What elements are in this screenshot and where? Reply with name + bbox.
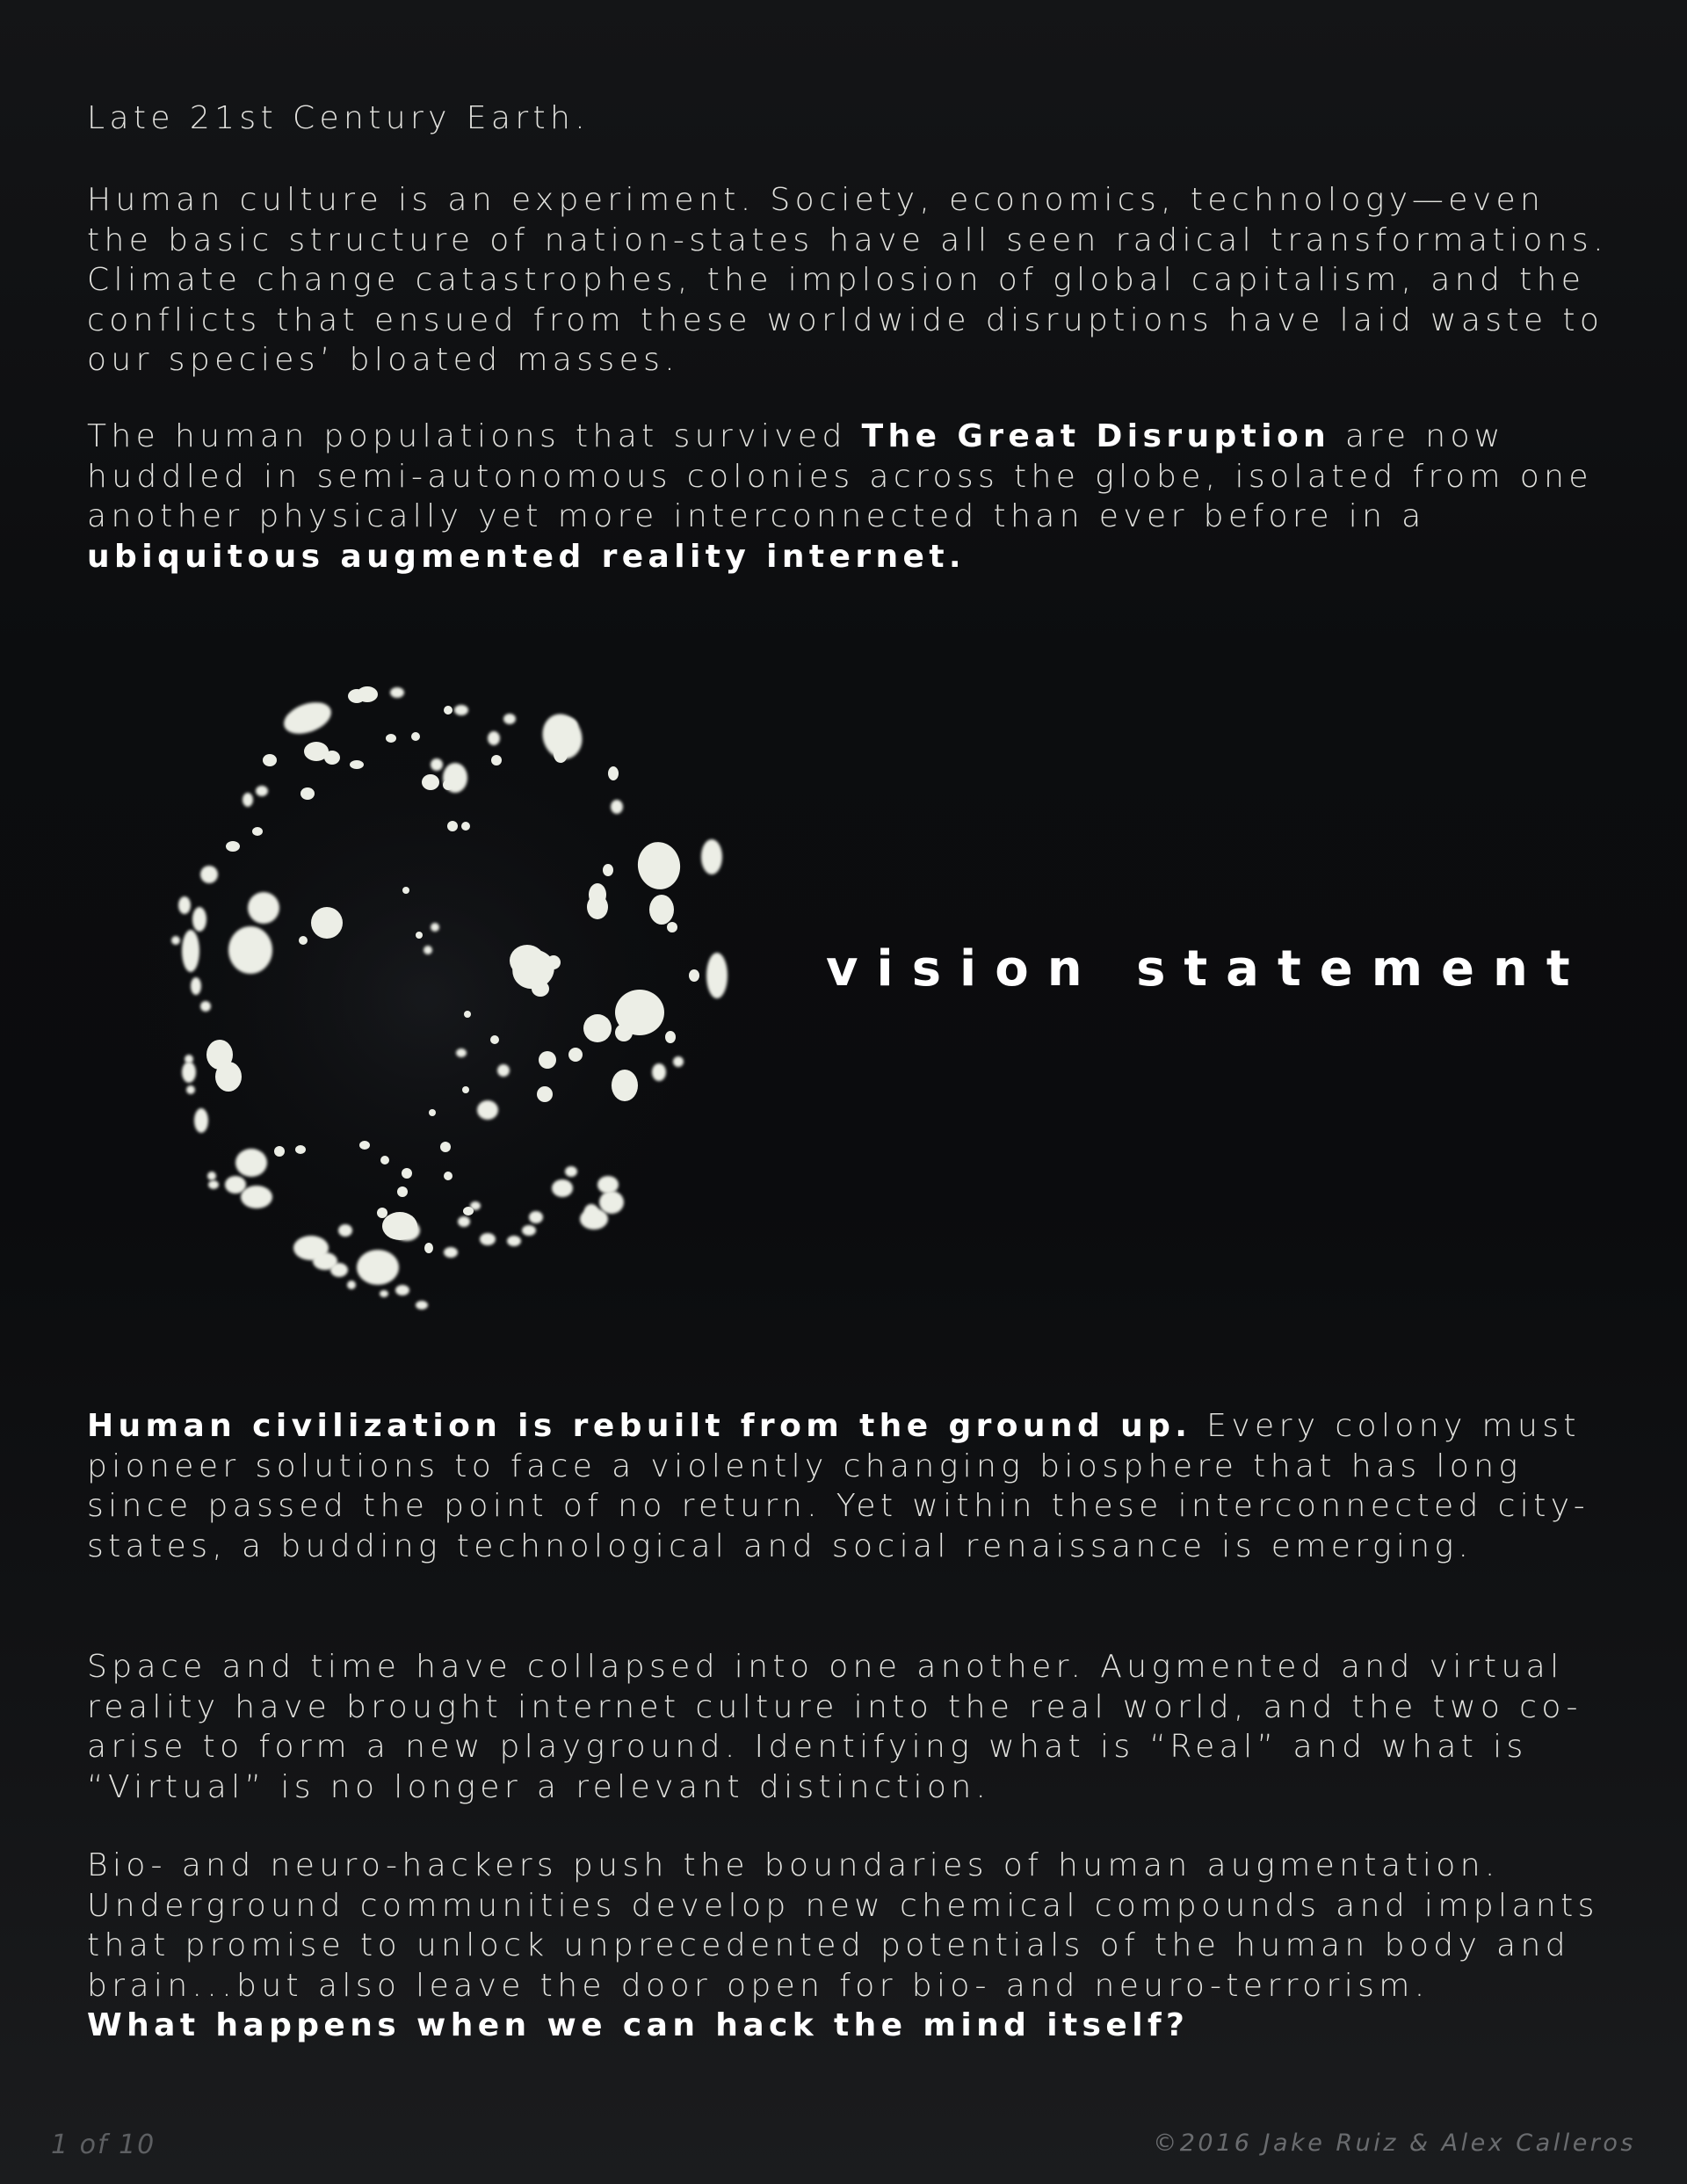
sphere-particle xyxy=(456,1048,467,1057)
sphere-particle xyxy=(226,841,240,852)
sphere-particle xyxy=(208,1180,219,1189)
sphere-particle xyxy=(330,1263,348,1277)
sphere-particle xyxy=(503,714,516,724)
paragraph-text: Every colony must pioneer solutions to face a violently changing biosphere that has long since passed the point of no return. Yet within these interconnected city-states, a budding technological and social renaissance is emerging. xyxy=(87,1408,1590,1564)
sphere-particle xyxy=(440,1142,451,1152)
sphere-particle xyxy=(497,1064,510,1077)
sphere-particle xyxy=(402,887,409,894)
sphere-particle xyxy=(235,1149,267,1177)
sphere-particle xyxy=(424,1243,433,1253)
sphere-particle xyxy=(454,705,468,715)
sphere-particle xyxy=(612,1070,638,1101)
sphere-particle xyxy=(701,839,722,874)
sphere-particle xyxy=(583,1014,612,1042)
sphere-particle xyxy=(411,732,420,741)
sphere-particle xyxy=(444,1247,458,1258)
sphere-particle xyxy=(357,1250,399,1285)
sphere-particle xyxy=(295,1145,306,1154)
sphere-particle xyxy=(615,1024,633,1041)
sphere-particle xyxy=(394,1220,420,1241)
sphere-particle xyxy=(529,1211,543,1223)
sphere-particle xyxy=(522,1225,536,1236)
sphere-particle xyxy=(324,751,340,765)
sphere-particle xyxy=(225,1176,246,1194)
sphere-particle xyxy=(424,946,432,954)
sphere-particle xyxy=(359,1141,370,1150)
great-disruption-term: The Great Disruption xyxy=(861,418,1331,454)
sphere-particle xyxy=(480,1233,496,1245)
sphere-particle xyxy=(338,1224,352,1237)
sphere-particle xyxy=(552,1179,573,1197)
sphere-particle xyxy=(194,1108,208,1133)
closing-question: What happens when we can hack the mind itself? xyxy=(87,2007,1190,2043)
intro-line: Late 21st Century Earth. xyxy=(87,100,590,136)
sphere-particle xyxy=(299,936,308,945)
sphere-particle xyxy=(191,977,201,995)
sphere-particle xyxy=(311,907,343,939)
sphere-particle xyxy=(300,787,315,800)
paragraph-text: Bio- and neuro-hackers push the boundaries of human augmentation. Underground communities develop new chemical compounds and implants that promise to unlock unprecedented potentials of the human body and brain...but also leave the door open for bio- and neuro-terrorism. xyxy=(87,1847,1599,2004)
sphere-particle xyxy=(228,926,272,974)
paragraph-text: The human populations that survived xyxy=(87,418,862,454)
sphere-particle xyxy=(458,1216,470,1227)
sphere-particle xyxy=(706,953,728,998)
sphere-particle xyxy=(464,1011,471,1018)
disruption-paragraph xyxy=(87,417,1616,577)
particle-sphere-illustration xyxy=(97,677,764,1318)
sphere-particle xyxy=(397,1186,408,1197)
sphere-particle xyxy=(443,780,453,790)
sphere-particle xyxy=(689,969,699,982)
sphere-particle xyxy=(461,822,470,831)
sphere-particle xyxy=(380,1290,388,1297)
sphere-particle xyxy=(599,1191,624,1214)
sphere-particle xyxy=(182,1062,196,1083)
sphere-particle xyxy=(652,1063,666,1081)
sphere-particle xyxy=(510,945,545,976)
sphere-particle xyxy=(200,866,218,883)
sphere-particle xyxy=(248,892,279,924)
sphere-particle xyxy=(252,827,263,836)
sphere-particle xyxy=(462,1086,469,1093)
sphere-particle xyxy=(665,1031,676,1043)
sphere-particle xyxy=(347,1281,356,1289)
sphere-particle xyxy=(444,706,453,715)
sphere-particle xyxy=(568,1048,583,1062)
paragraph-text: are now huddled in semi-autonomous colonies across the globe, isolated from one another physically yet more interconnected than ever before in a xyxy=(87,418,1593,534)
sphere-particle xyxy=(207,1172,216,1180)
sphere-particle xyxy=(431,758,443,771)
vision-statement-title: vision statement xyxy=(826,940,1589,998)
sphere-particle xyxy=(447,821,458,831)
sphere-particle xyxy=(395,1285,409,1295)
sphere-particle xyxy=(422,774,439,790)
sphere-particle xyxy=(215,1062,242,1092)
sphere-particle xyxy=(402,1168,412,1179)
sphere-particle xyxy=(416,932,423,939)
sphere-particle xyxy=(241,1186,272,1208)
sphere-particle xyxy=(186,1085,195,1094)
sphere-particle xyxy=(603,864,613,876)
sphere-particle xyxy=(547,955,561,969)
sphere-particle xyxy=(667,922,677,932)
sphere-particle xyxy=(597,1176,619,1194)
space-time-paragraph: Space and time have collapsed into one another. Augmented and virtual reality have brought internet culture into the real world, and the two co-arise to form a new playground. Identifying what is “Real” and what is “Virtual” is no longer a relevant distinction. xyxy=(87,1649,1582,1805)
sphere-particle xyxy=(274,1146,285,1157)
sphere-particle xyxy=(608,766,619,780)
sphere-particle xyxy=(243,793,253,807)
sphere-particle xyxy=(587,895,608,919)
sphere-particle xyxy=(537,1086,553,1102)
sphere-particle xyxy=(182,930,199,972)
sphere-particle xyxy=(171,936,180,945)
intro-paragraph: Human culture is an experiment. Society, economics, technology—even the basic structure of nation-states have all seen radical transformations. Climate change catastrophes, the implosion of global capitalism, and the conflicts that ensued from these worldwide disruptions have laid waste to our species’ bloated masses. xyxy=(87,182,1608,378)
sphere-particle xyxy=(444,1172,453,1180)
sphere-particle xyxy=(490,1035,499,1044)
sphere-particle xyxy=(429,1109,436,1116)
sphere-particle xyxy=(178,896,191,914)
sphere-particle xyxy=(584,1204,598,1218)
sphere-particle xyxy=(357,686,378,702)
sphere-particle xyxy=(192,907,206,932)
sphere-particle xyxy=(200,1001,211,1012)
sphere-particle xyxy=(539,1051,556,1069)
sphere-particle xyxy=(673,1056,684,1067)
sphere-particle xyxy=(256,786,268,796)
sphere-particle xyxy=(377,1208,387,1218)
biohacking-paragraph xyxy=(87,1846,1616,2046)
sphere-particle xyxy=(649,895,674,925)
sphere-particle xyxy=(380,1156,389,1165)
sphere-particle xyxy=(350,760,364,769)
copyright-notice: ©2016 Jake Ruiz & Alex Calleros xyxy=(1153,2130,1636,2157)
ar-internet-term: ubiquitous augmented reality internet. xyxy=(87,538,967,575)
sphere-particle xyxy=(507,1236,521,1246)
sphere-particle xyxy=(431,923,439,932)
civilization-lead: Human civilization is rebuilt from the ground up. xyxy=(87,1408,1192,1444)
sphere-particle xyxy=(463,1207,474,1215)
sphere-particle xyxy=(554,745,568,763)
sphere-particle xyxy=(611,800,623,814)
sphere-particle xyxy=(386,734,396,743)
sphere-particle xyxy=(416,1301,428,1310)
sphere-particle xyxy=(532,981,549,997)
sphere-particle xyxy=(263,754,277,766)
sphere-particle xyxy=(477,1100,498,1120)
sphere-particle xyxy=(390,687,404,698)
sphere-particle xyxy=(488,731,500,745)
page-number: 1 of 10 xyxy=(51,2130,156,2160)
civilization-paragraph xyxy=(87,1406,1616,1566)
sphere-particle xyxy=(491,755,502,765)
sphere-particle xyxy=(565,1166,577,1177)
